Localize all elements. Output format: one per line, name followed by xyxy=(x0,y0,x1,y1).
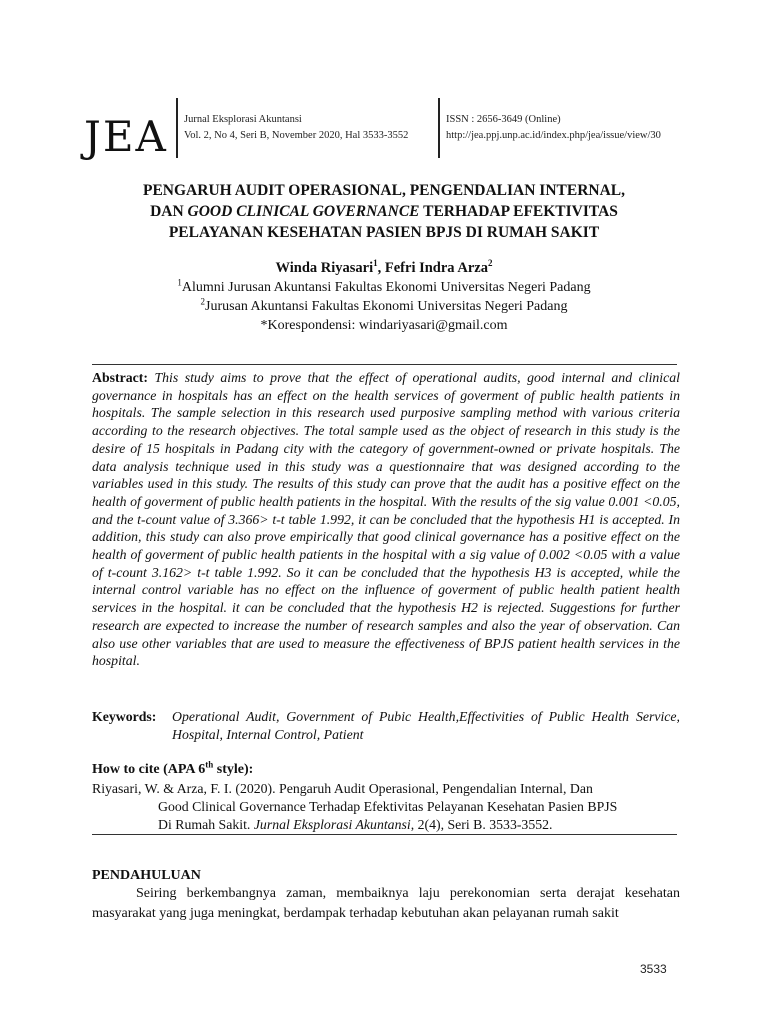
title-line-1: PENGARUH AUDIT OPERASIONAL, PENGENDALIAN INTERNAL, xyxy=(143,182,625,199)
correspondence: *Korespondensi: windariyasari@gmail.com xyxy=(260,318,508,333)
affiliation-1 xyxy=(86,278,682,298)
abstract-text: This study aims to prove that the effect of operational audits, good internal and clinical governance in hospitals has an effect on the health services of goverment of public health patients in hospitals. The sample selection in this research used purposive sampling method with various criteria according to the research objectives. The total sample used as the object of research in this study is the desire of 15 hospitals in Padang city with the category of government-owned or private hospitals. The data analysis technique used in this study was a questionnaire that was designed according to the variables used in this study. The results of this study can prove that the audit has a positive effect on the health of goverment of public health patients in the hospital. With the results of the sig value 0.001 <0.05, and the t-count value of 3.366> t-t table 1.992, it can be concluded that the hypothesis H1 is accepted. In addition, this study can also prove empirically that good clinical governance has a positive effect on the health of goverment of public health patients in the hospital with a sig value of 0.002 <0.05 with a value of t-count 3.162> t-t table 1.992. So it can be concluded that the hypothesis H3 is accepted, while the internal control variable has no effect on the influence of goverment of public health patient health services in the hospital. it can be concluded that the hypothesis H2 is rejected. Suggestions for further research are expected to increase the number of research samples and also the year of observation. Can also use other variables that are used to measure the effectiveness of BPJS patient health services in the hospital. xyxy=(92,370,680,669)
citation-line-3-post: , 2(4), Seri B. 3533-3552. xyxy=(410,817,553,832)
issn: ISSN : 2656-3649 (Online) xyxy=(446,114,561,125)
author-separator: , xyxy=(377,260,385,276)
section-heading: PENDAHULUAN xyxy=(92,868,201,883)
citation-journal: Jurnal Eksplorasi Akuntansi xyxy=(253,817,411,832)
journal-name: Jurnal Eksplorasi Akuntansi xyxy=(184,114,302,125)
title-line-2-italic: GOOD CLINICAL GOVERNANCE xyxy=(187,203,420,220)
author-2: Fefri Indra Arza xyxy=(384,260,488,276)
keywords xyxy=(92,708,680,744)
journal-logo: JEA xyxy=(84,112,168,161)
journal-url[interactable]: http://jea.ppj.unp.ac.id/index.php/jea/issue/view/30 xyxy=(446,130,661,141)
title-line-2-pre: DAN xyxy=(150,203,188,220)
citation xyxy=(92,780,680,834)
header-divider-right xyxy=(438,98,440,158)
citation-heading xyxy=(92,759,254,778)
affiliation-2-text: Jurusan Akuntansi Fakultas Ekonomi Universitas Negeri Padang xyxy=(205,299,568,314)
page-number: 3533 xyxy=(640,962,667,976)
title-line-2-post: TERHADAP EFEKTIVITAS xyxy=(419,203,618,220)
affiliation-1-sup: 1 xyxy=(177,277,182,288)
citation-line-2: Good Clinical Governance Terhadap Efektivitas Pelayanan Kesehatan Pasien BPJS xyxy=(158,799,618,814)
section-paragraph-text: Seiring berkembangnya zaman, membaiknya laju perekonomian serta derajat kesehatan masyarakat yang juga meningkat, berdampak terhadap kebutuhan akan pelayanan rumah sakit xyxy=(92,886,680,921)
paper-title xyxy=(86,180,682,243)
volume-info: Vol. 2, No 4, Seri B, November 2020, Hal 3533-3552 xyxy=(184,130,409,141)
keywords-label: Keywords: xyxy=(92,709,157,724)
citation-bottom-rule xyxy=(92,834,677,835)
title-line-2 xyxy=(86,201,682,222)
journal-info xyxy=(184,112,408,144)
author-1: Winda Riyasari xyxy=(275,260,374,276)
affiliation-1-text: Alumni Jurusan Akuntansi Fakultas Ekonomi Universitas Negeri Padang xyxy=(181,280,591,295)
citation-heading-sup: th xyxy=(205,759,214,770)
header-divider-left xyxy=(176,98,178,158)
journal-meta xyxy=(446,112,661,144)
abstract xyxy=(92,369,680,670)
citation-line-3 xyxy=(92,816,680,834)
citation-heading-post: style): xyxy=(213,762,254,777)
abstract-top-rule xyxy=(92,364,677,365)
section-paragraph xyxy=(92,884,680,924)
author-1-sup: 1 xyxy=(373,258,378,269)
citation-line-3-pre: Di Rumah Sakit. xyxy=(158,817,254,832)
affiliation-2-sup: 2 xyxy=(200,296,206,307)
author-2-sup: 2 xyxy=(487,258,493,269)
keywords-values: Operational Audit, Government of Pubic Health,Effectivities of Public Health Service, Hospital, Internal Control, Patient xyxy=(172,709,680,742)
citation-line-1: Riyasari, W. & Arza, F. I. (2020). Pengaruh Audit Operasional, Pengendalian Internal, Dan xyxy=(92,781,593,796)
abstract-label: Abstract: xyxy=(92,370,148,385)
title-line-3: PELAYANAN KESEHATAN PASIEN BPJS DI RUMAH SAKIT xyxy=(168,224,600,241)
affiliation-2 xyxy=(86,297,682,317)
citation-heading-pre: How to cite (APA 6 xyxy=(92,762,206,777)
authors xyxy=(86,260,682,277)
